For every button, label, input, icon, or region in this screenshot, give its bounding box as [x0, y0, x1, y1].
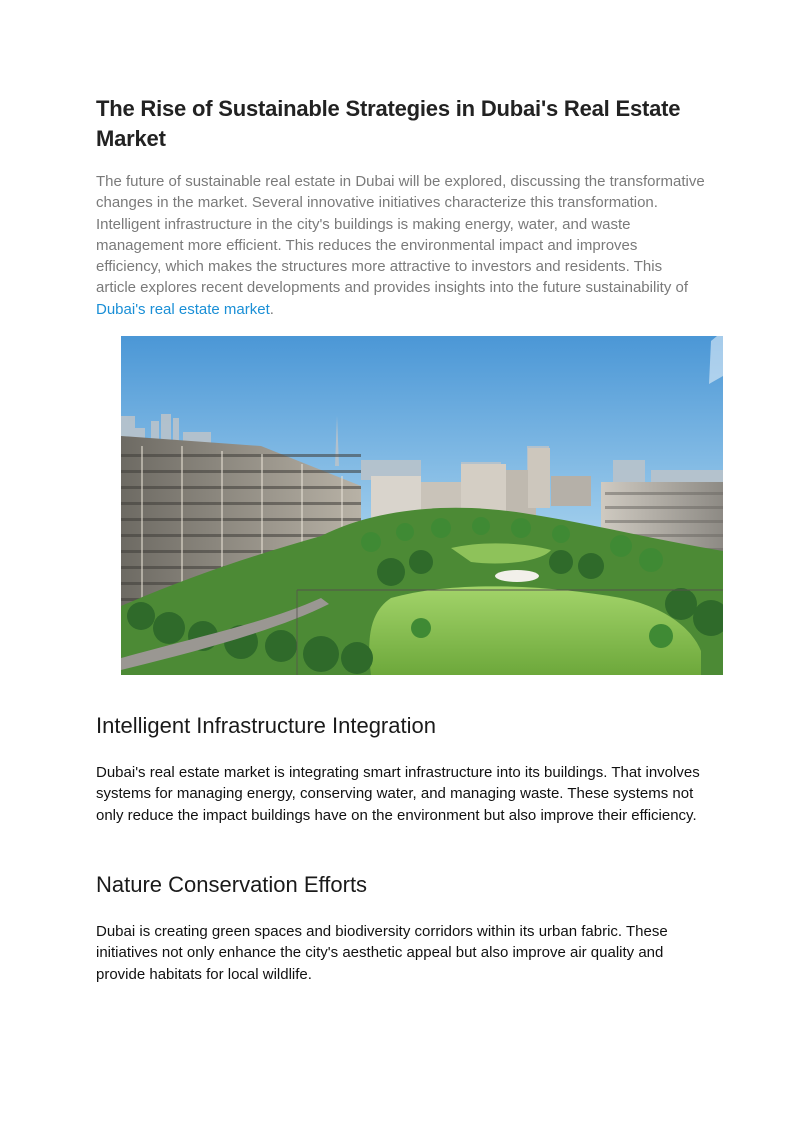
article-title: The Rise of Sustainable Strategies in Dubai's Real Estate Market [96, 96, 681, 151]
section-body: Dubai's real estate market is integrating smart infrastructure into its buildings. That involves systems for managing energy, conserving water, and managing waste. These systems not only reduce the impact buildings have on the environment but also improve their efficiency. [96, 764, 700, 824]
article [96, 94, 706, 320]
section-body: Dubai is creating green spaces and biodiversity corridors within its urban fabric. These initiatives not only enhance the city's aesthetic appeal but also improve air quality and provide habitats for local wildlife. [96, 923, 668, 983]
section-nature-conservation [96, 871, 706, 985]
dubai-real-estate-link[interactable]: Dubai's real estate market [96, 300, 270, 318]
section-intelligent-infrastructure [96, 712, 706, 826]
hero-image-dubai-green-district [121, 336, 723, 675]
article-intro [96, 171, 706, 320]
section-heading: Nature Conservation Efforts [96, 872, 368, 897]
intro-end: . [269, 300, 274, 318]
intro-text: The future of sustainable real estate in Dubai will be explored, discussing the transformative changes in the market. Several innovative initiatives characterize this transformation. Intelligent infrastructure in the city's buildings is making energy, water, and waste management more efficient. This reduces the environmental impact and improves efficiency, which makes the structures more attractive to investors and residents. This article explores recent developments and provides insights into the future sustainability of [96, 173, 705, 297]
section-heading: Intelligent Infrastructure Integration [96, 713, 436, 738]
